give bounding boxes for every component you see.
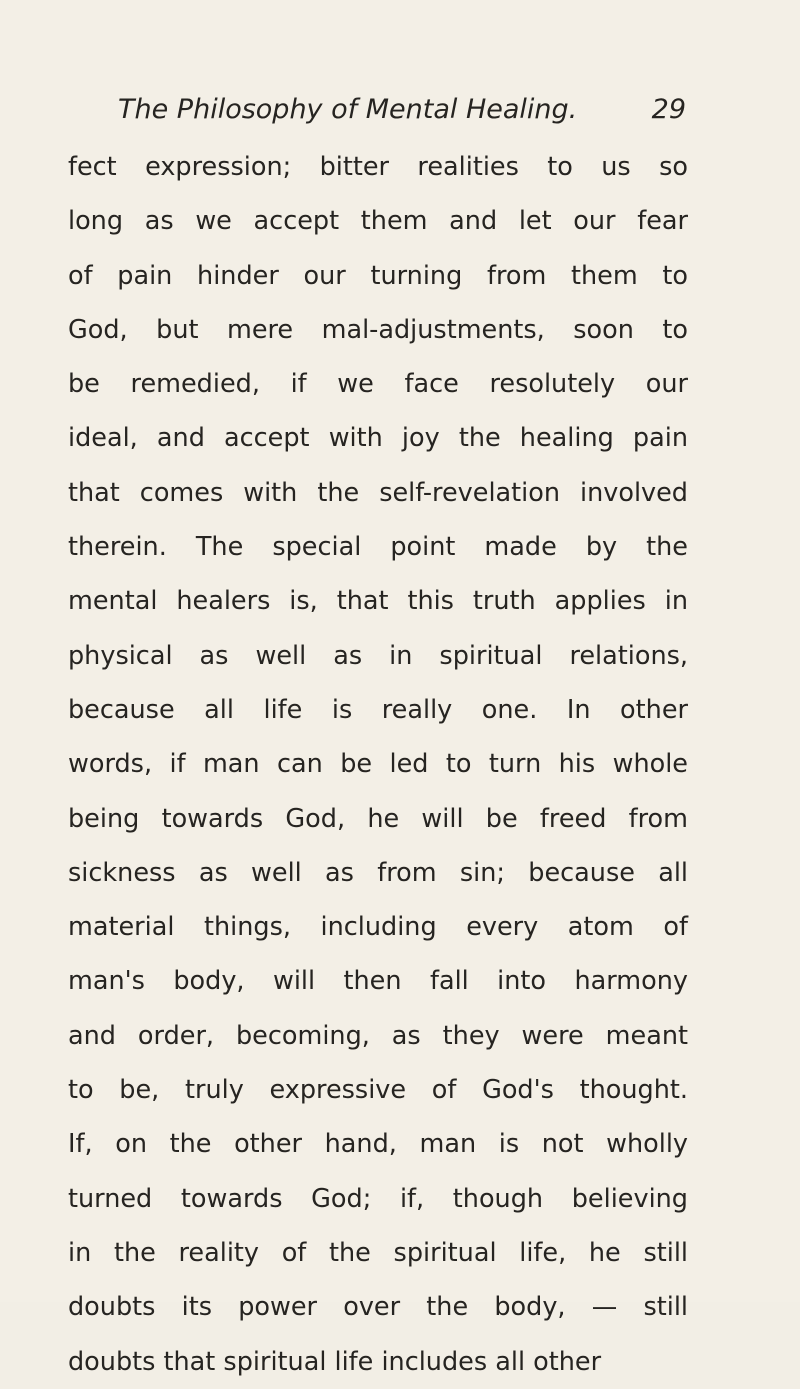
text-line: that comes with the self-revelation involved <box>68 477 688 508</box>
text-line: physical as well as in spiritual relations, <box>68 640 688 671</box>
text-line: If, on the other hand, man is not wholly <box>68 1129 688 1160</box>
text-line: in the reality of the spiritual life, he still <box>68 1237 688 1268</box>
text-line: ideal, and accept with joy the healing pain <box>68 423 688 454</box>
text-line: turned towards God; if, though believing <box>68 1183 688 1214</box>
running-head <box>118 94 686 138</box>
text-line: and order, becoming, as they were meant <box>68 1020 688 1051</box>
text-line: words, if man can be led to turn his whole <box>68 749 688 780</box>
text-line: be remedied, if we face resolutely our <box>68 369 688 400</box>
text-line: being towards God, he will be freed from <box>68 803 688 834</box>
text-line: material things, including every atom of <box>68 912 688 943</box>
text-line: to be, truly expressive of God's thought. <box>68 1075 688 1106</box>
body-text <box>68 140 688 1389</box>
text-line: sickness as well as from sin; because all <box>68 857 688 888</box>
text-line: of pain hinder our turning from them to <box>68 260 688 291</box>
text-line: long as we accept them and let our fear <box>68 206 688 237</box>
running-title: The Philosophy of Mental Healing. <box>118 94 578 125</box>
text-line: God, but mere mal-adjustments, soon to <box>68 314 688 345</box>
text-line: mental healers is, that this truth applies in <box>68 586 688 617</box>
page-number: 29 <box>651 94 686 125</box>
text-line: doubts that spiritual life includes all other <box>68 1346 602 1377</box>
text-line: because all life is really one. In other <box>68 694 688 725</box>
text-line: doubts its power over the body, — still <box>68 1292 688 1323</box>
text-line: man's body, will then fall into harmony <box>68 966 688 997</box>
text-line: therein. The special point made by the <box>68 532 688 563</box>
text-line: fect expression; bitter realities to us so <box>68 152 688 182</box>
